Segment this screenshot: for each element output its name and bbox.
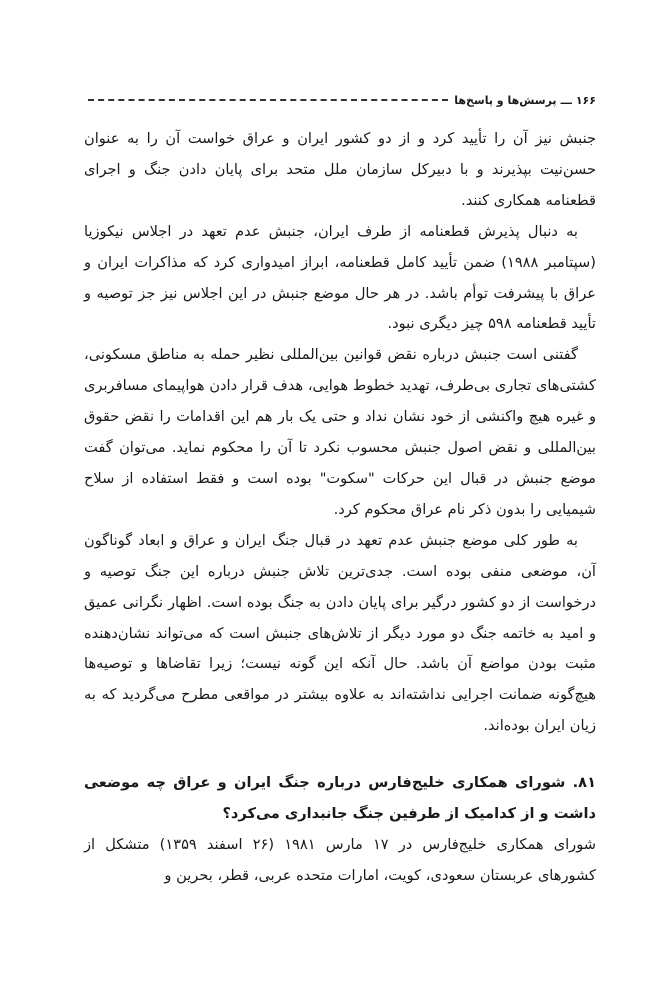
question-heading: ۸۱. شورای همکاری خلیج‌فارس درباره جنگ ایران و عراق چه موضعی داشت و از کدامیک از طرفین جنگ جانبداری می‌کرد؟ (84, 774, 596, 823)
paragraph-2: به دنبال پذیرش قطعنامه از طرف ایران، جنبش عدم تعهد در اجلاس نیکوزیا (سپتامبر ۱۹۸۸) ضمن تأیید کامل قطعنامه، ابراز امیدواری کرد که مذاکرات ایران و عراق با پیشرفت توأم باشد. در هر حال موضع جنبش در این اجلاس نیز جز توصیه و تأیید قطعنامه ۵۹۸ چیز دیگری نبود. (84, 222, 596, 333)
paragraph-4: به طور کلی موضع جنبش عدم تعهد در قبال جنگ ایران و عراق و ابعاد گوناگون آن، موضعی منفی بوده است. جدی‌ترین تلاش جنبش درباره این جنگ توصیه و درخواست از دو کشور درگیر برای پایان دادن به جنگ بوده است. اظهار نگرانی عمیق و امید به خاتمه جنگ دو مورد دیگر از تلاش‌های جنبش است که می‌تواند نشان‌دهنده مثبت بودن مواضع آن باشد. حال آنکه این گونه نیست؛ زیرا تقاضاها و توصیه‌ها هیچ‌گونه ضمانت اجرایی نداشته‌اند به علاوه بیشتر در مواقعی مطرح می‌گردید که به زیان ایران بوده‌اند. (84, 531, 596, 735)
paragraph-3: گفتنی است جنبش درباره نقض قوانین بین‌المللی نظیر حمله به مناطق مسکونی، کشتی‌های تجاری بی‌طرف، تهدید خطوط هوایی، هدف قرار دادن هواپیمای مسافربری و غیره هیچ واکنشی از خود نشان نداد و حتی یک بار هم این اقدامات را نقض حقوق بین‌المللی و نقض اصول جنبش محسوب نکرد تا آن را محکوم نماید. می‌توان گفت موضع جنبش در قبال این حرکات "سکوت" بوده است و فقط استفاده از سلاح شیمیایی را بدون ذکر نام عراق محکوم کرد. (84, 346, 596, 518)
header-dashed-rule (88, 99, 448, 101)
page-body (84, 124, 596, 892)
running-header-title: پرسش‌ها و پاسخ‌ها (454, 93, 557, 107)
answer-paragraph: شورای همکاری خلیج‌فارس در ۱۷ مارس ۱۹۸۱ (۲۶ اسفند ۱۳۵۹) متشکل از کشورهای عربستان سعودی، کویت، امارات متحده عربی، قطر، بحرین و (84, 835, 596, 884)
running-header (88, 90, 596, 110)
paragraph-1: جنبش نیز آن را تأیید کرد و از دو کشور ایران و عراق خواست آن را به عنوان حسن‌نیت بپذیرند و با دبیرکل سازمان ملل متحد برای پایان دادن جنگ و اجرای قطعنامه همکاری کنند. (84, 130, 596, 209)
page-number: ۱۶۶ (575, 93, 596, 107)
header-separator: ـــ (560, 93, 572, 107)
